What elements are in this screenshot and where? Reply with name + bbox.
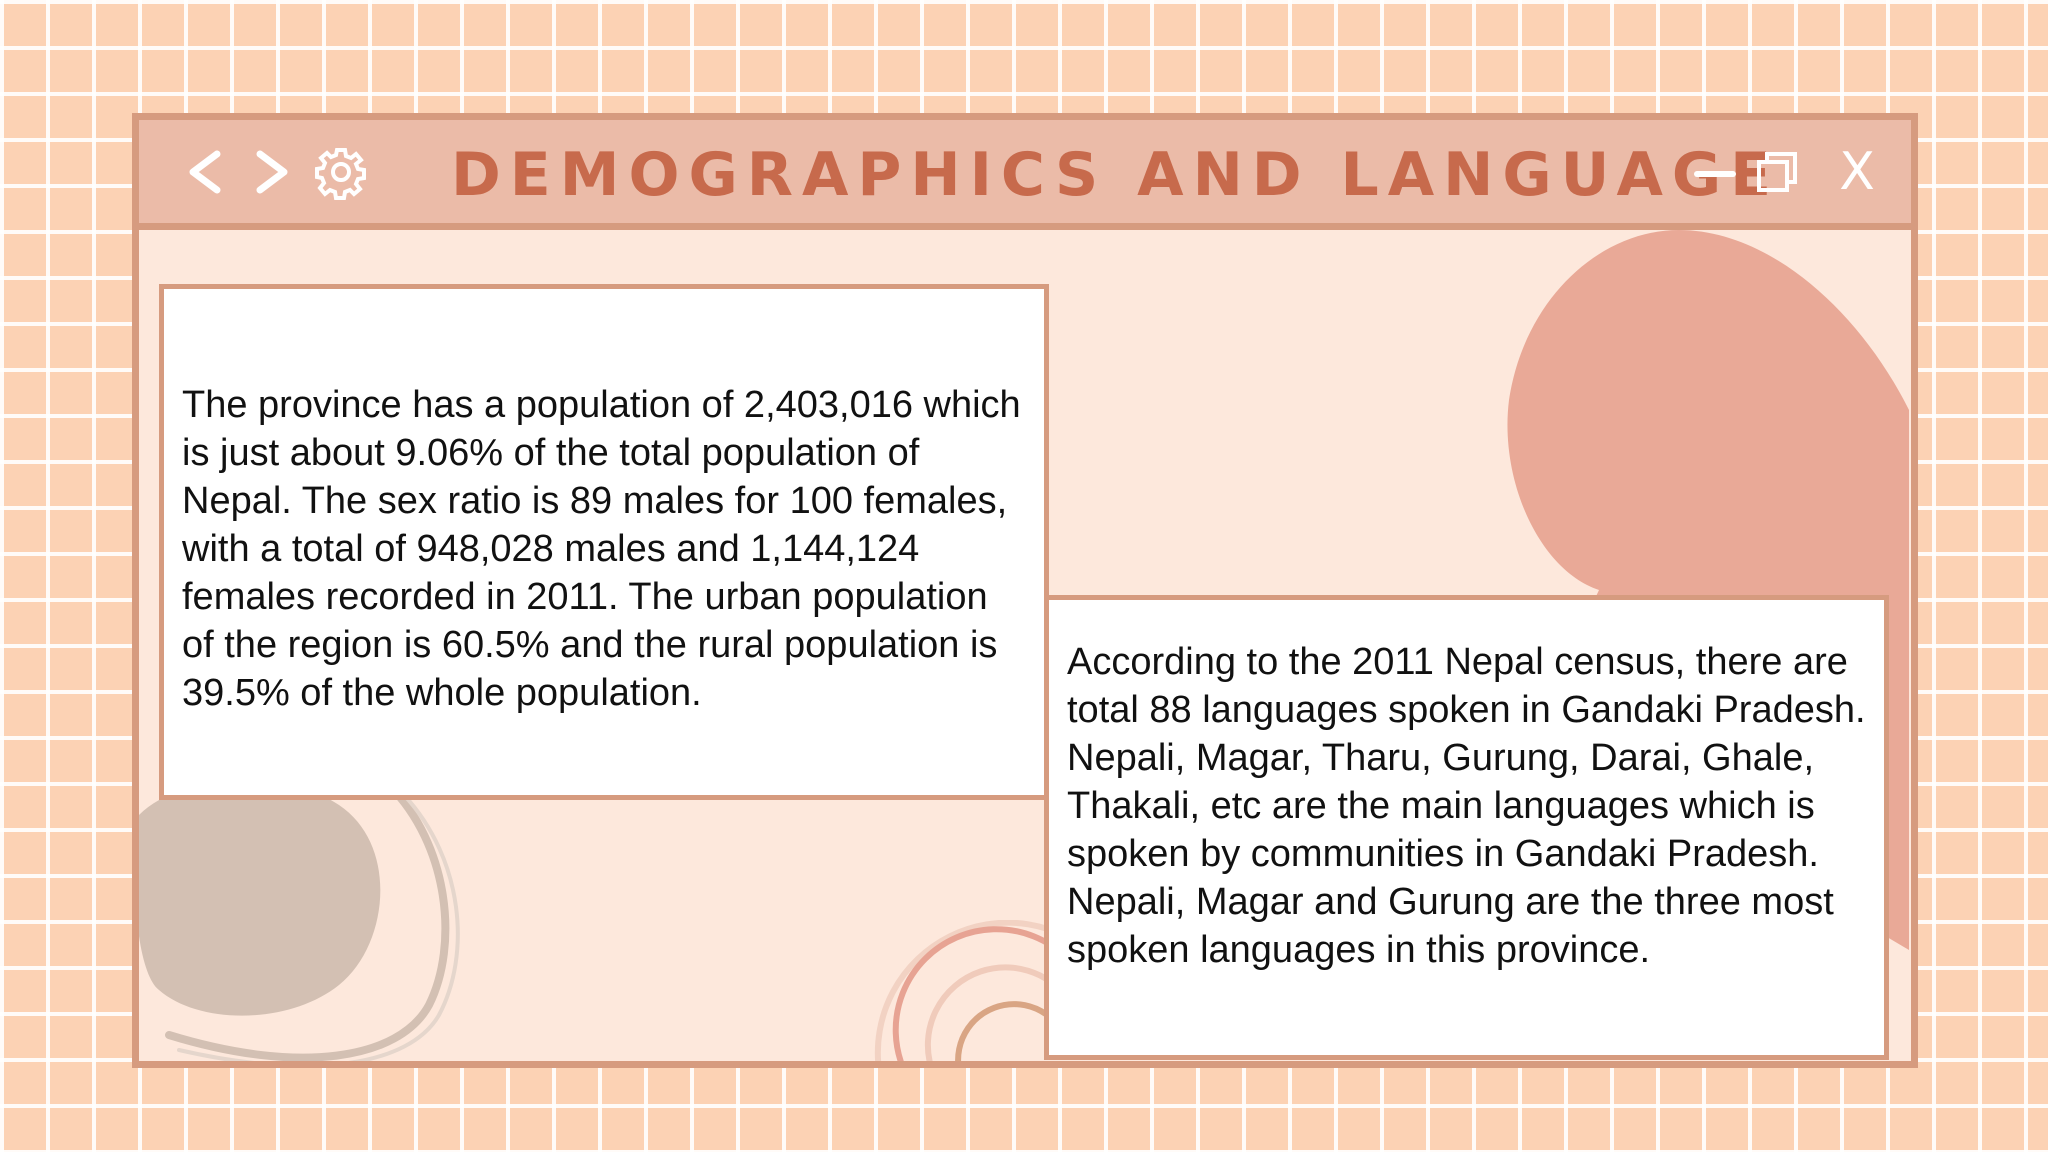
app-window — [132, 113, 1918, 1068]
languages-panel — [1044, 595, 1889, 1060]
title-bar — [139, 120, 1911, 230]
page-title: DEMOGRAPHICS AND LANGUAGE — [451, 140, 1781, 210]
minimize-icon[interactable] — [1689, 144, 1741, 200]
population-panel — [159, 284, 1049, 800]
decorative-taupe-blob — [139, 775, 479, 1068]
restore-icon[interactable] — [1751, 144, 1803, 200]
close-button[interactable] — [1829, 144, 1885, 200]
population-text: The province has a population of 2,403,016 which is just about 9.06% of the total population of Nepal. The sex ratio is 89 males for 100 females, with a total of 948,028 males and 1,144,124 females recorded in 2011. The urban population of the region is 60.5% and the rural population is 39.5% of the whole population. — [182, 384, 1021, 714]
languages-text: According to the 2011 Nepal census, there are total 88 languages spoken in Gandaki Pradesh. Nepali, Magar, Tharu, Gurung, Darai, Ghale, Thakali, etc are the main languages which is spoken by communities in Gandaki Pradesh. Nepali, Magar and Gurung are the three most spoken languages in this province. — [1067, 641, 1866, 971]
gear-icon[interactable] — [314, 142, 368, 202]
chevron-right-icon[interactable] — [244, 142, 298, 202]
close-icon: X — [1839, 142, 1875, 202]
chevron-left-icon[interactable] — [179, 142, 233, 202]
